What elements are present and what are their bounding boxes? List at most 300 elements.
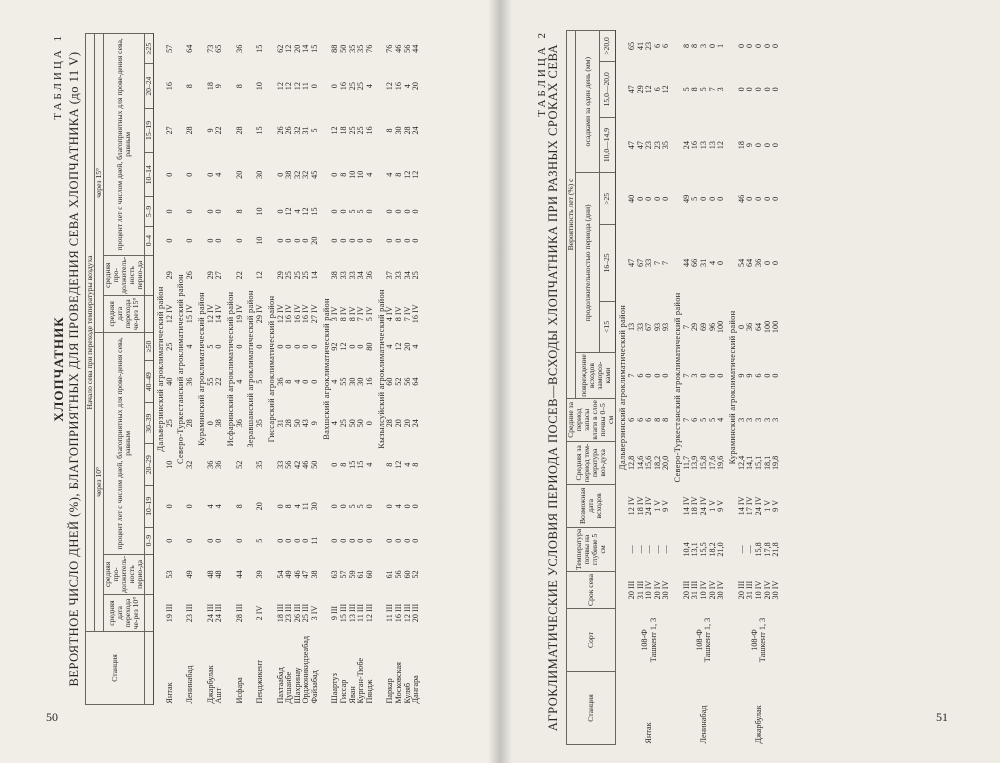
- frost-damage: 0: [699, 373, 709, 378]
- pct-10-cell: 20: [402, 342, 412, 351]
- avg-dur-15: 25: [301, 271, 311, 280]
- region-label: Северо-Туркестанский агроклиматический район: [176, 274, 186, 464]
- pct-15-cell: 0: [393, 209, 403, 214]
- avg-date-15: 15 IV: [185, 304, 195, 324]
- frost-damage: 0: [644, 373, 654, 378]
- th-bin-15: 10–14: [145, 153, 154, 197]
- table-row: [215, 34, 224, 705]
- avg-dur-15: 36: [364, 271, 374, 280]
- table-row: [683, 31, 692, 745]
- th-t10: через 10°: [95, 332, 104, 631]
- th-avg-date-10: средняя дата перехода че-рез 10°: [104, 595, 145, 632]
- precip-prob: 9: [745, 143, 755, 148]
- th2-air-temp: Средняя за период тем-пература воз-духа: [567, 441, 616, 484]
- pct-15-cell: 64: [185, 44, 195, 53]
- precip-prob: 6: [661, 43, 671, 49]
- sow-date: 20 III: [681, 580, 691, 600]
- soil-moisture: 6: [644, 417, 654, 422]
- avg-date-15: 16 IV: [301, 304, 311, 324]
- duration-prob: 40: [627, 194, 636, 203]
- pct-15-cell: 14: [301, 44, 311, 53]
- th2-precip-bin: 10,0—14,9: [599, 117, 615, 173]
- th-bin-10: 30–39: [145, 402, 154, 444]
- pct-10-cell: 28: [284, 419, 294, 428]
- pct-15-cell: 24: [411, 126, 421, 135]
- precip-prob: 8: [681, 43, 691, 49]
- pct-15-cell: 15: [310, 207, 320, 216]
- pct-15-cell: 0: [385, 209, 395, 214]
- pct-10-cell: 4: [214, 504, 224, 509]
- pct-15-cell: 25: [347, 82, 357, 91]
- pct-15-cell: 57: [164, 44, 174, 53]
- precip-prob: 47: [627, 85, 636, 94]
- th-bin-15: 20–24: [145, 64, 154, 108]
- th2-damage: повреждение всходов замороз-ками: [576, 353, 616, 399]
- station-name: Московская: [393, 662, 403, 704]
- duration-prob: 93: [661, 322, 671, 332]
- pct-15-cell: 25: [356, 126, 366, 135]
- avg-dur-15: 34: [402, 271, 412, 280]
- pct-15-cell: 15: [255, 126, 265, 135]
- pct-15-cell: 0: [310, 84, 320, 89]
- air-temp: 15,8: [699, 455, 709, 471]
- emergence-date: 9 V: [716, 499, 726, 512]
- avg-date-15: 12 IV: [275, 304, 285, 324]
- soil-temp: —: [652, 545, 662, 554]
- station-name: Гиссар: [339, 679, 349, 704]
- precip-prob: 8: [690, 43, 700, 49]
- pct-15-cell: 10: [255, 82, 265, 91]
- variety-name: Ташкент 1, 3: [703, 617, 713, 663]
- variety-cell: [628, 609, 671, 672]
- pct-15-cell: 0: [214, 238, 224, 243]
- pct-10-cell: 0: [330, 538, 340, 543]
- precip-prob: 13: [707, 141, 717, 150]
- duration-prob: 69: [699, 322, 709, 332]
- pct-15-cell: 12: [301, 207, 311, 216]
- pct-15-cell: 62: [275, 44, 285, 53]
- pct-10-cell: 80: [364, 342, 374, 351]
- pct-15-cell: 20: [411, 82, 421, 91]
- pct-10-cell: 50: [347, 419, 357, 428]
- soil-temp: —: [635, 545, 645, 554]
- precip-prob: 0: [762, 87, 772, 92]
- avg-date-10: 28 III: [234, 603, 244, 623]
- sow-date: 10 IV: [753, 580, 763, 600]
- duration-prob: 7: [652, 260, 662, 265]
- th-bin-10: ≥50: [145, 332, 154, 361]
- duration-prob: 5: [690, 196, 700, 201]
- pct-15-cell: 65: [214, 44, 224, 53]
- variety-name: Ташкент 1, 3: [648, 617, 658, 663]
- emergence-date: 9 V: [771, 499, 781, 512]
- soil-temp: —: [745, 545, 755, 554]
- avg-date-15: 8 IV: [339, 306, 349, 322]
- region-label: Кураминский агроклиматический район: [196, 292, 206, 446]
- pct-10-cell: 55: [205, 377, 215, 386]
- th2-duration: продолжительностью периода (дни): [576, 173, 599, 353]
- pct-15-cell: 0: [214, 209, 224, 214]
- pct-10-cell: 5: [347, 504, 357, 509]
- air-temp: 18,1: [762, 455, 772, 471]
- avg-dur-10: 61: [385, 570, 395, 579]
- right-page: [500, 0, 1000, 763]
- variety-name: 108-Ф: [749, 629, 759, 651]
- avg-dur-10: 63: [330, 570, 340, 579]
- frost-damage: 0: [652, 373, 662, 378]
- th2-precip-bin: >20,0: [599, 31, 615, 62]
- variety-stack: [751, 610, 768, 671]
- pct-15-cell: 28: [402, 126, 412, 135]
- pct-10-cell: 0: [164, 504, 174, 509]
- pct-10-cell: 4: [330, 421, 340, 426]
- pct-15-cell: 0: [411, 238, 421, 243]
- pct-15-cell: 0: [364, 238, 374, 243]
- pct-10-cell: 0: [402, 504, 412, 509]
- station-name: Исфара: [234, 677, 244, 704]
- pct-10-cell: 40: [164, 377, 174, 386]
- region-label: Дальверзинский агроклиматический район: [618, 304, 628, 471]
- avg-dur-10: 38: [310, 570, 320, 579]
- duration-prob: 7: [661, 260, 671, 265]
- pct-15-cell: 0: [205, 172, 215, 177]
- pct-15-cell: 9: [205, 128, 215, 133]
- pct-10-cell: 0: [385, 504, 395, 509]
- avg-date-10: 23 III: [284, 603, 294, 623]
- pct-10-cell: 0: [330, 504, 340, 509]
- station-name: Джарбулак: [753, 705, 763, 744]
- precip-prob: 7: [707, 87, 717, 92]
- pct-15-cell: 0: [330, 209, 340, 214]
- pct-15-cell: 0: [402, 238, 412, 243]
- soil-temp: 21,8: [771, 542, 781, 557]
- station-name: Душанбе: [284, 671, 294, 704]
- pct-10-cell: 5: [255, 379, 265, 384]
- pct-10-cell: 15: [356, 460, 366, 469]
- variety-name: Ташкент 1, 3: [758, 617, 768, 663]
- pct-15-cell: 35: [356, 44, 366, 53]
- avg-dur-10: 39: [255, 570, 265, 579]
- pct-10-cell: 5: [255, 538, 265, 543]
- avg-date-10: 9 III: [330, 605, 340, 621]
- pct-15-cell: 12: [284, 207, 294, 216]
- duration-prob: 64: [745, 258, 755, 267]
- sow-date: 30 IV: [716, 580, 726, 600]
- pct-10-cell: 0: [385, 538, 395, 543]
- avg-dur-15: 22: [234, 271, 244, 280]
- avg-dur-15: 25: [292, 271, 302, 280]
- pct-15-cell: 0: [284, 238, 294, 243]
- station-name: Шахринау: [292, 667, 302, 704]
- table-2-body: [616, 31, 781, 745]
- duration-prob: 7: [681, 324, 691, 329]
- precip-prob: 0: [771, 43, 781, 49]
- avg-dur-15: 27: [214, 271, 224, 280]
- pct-10-cell: 16: [364, 377, 374, 386]
- th-bin-15: 5–9: [145, 197, 154, 226]
- avg-date-10: 11 III: [356, 603, 366, 623]
- duration-prob: 64: [753, 322, 763, 332]
- soil-temp: 18,2: [707, 542, 717, 557]
- avg-date-15: 12 IV: [205, 304, 215, 324]
- air-temp: 19,8: [771, 455, 781, 471]
- air-temp: 15,1: [753, 455, 763, 471]
- soil-moisture: 5: [699, 417, 709, 422]
- soil-moisture: 4: [716, 417, 726, 422]
- pct-15-cell: 8: [185, 84, 195, 89]
- pct-15-cell: 26: [284, 126, 294, 135]
- th2-variety: Сорт: [567, 609, 616, 672]
- pct-10-cell: 30: [356, 377, 366, 386]
- frost-damage: 6: [635, 373, 645, 378]
- station-name: Пахтаабад: [275, 667, 285, 704]
- station-name: Яван: [347, 686, 357, 704]
- pct-15-cell: 36: [234, 44, 244, 53]
- th2-prob: Вероятность лет (%) с: [567, 31, 576, 399]
- pct-10-cell: 20: [255, 502, 265, 511]
- table-1: [85, 33, 420, 705]
- pct-10-cell: 56: [284, 460, 294, 469]
- station-name: Орджоникидзеабад: [301, 635, 311, 704]
- pct-15-cell: 0: [164, 172, 174, 177]
- emergence-date: 24 IV: [753, 496, 763, 516]
- soil-temp: 17,8: [762, 542, 772, 557]
- pct-10-cell: 12: [339, 342, 349, 351]
- region-row: [224, 34, 236, 705]
- crop-title: ХЛОПЧАТНИК: [51, 316, 66, 422]
- soil-moisture: 3: [753, 417, 763, 422]
- duration-prob: 47: [627, 258, 636, 267]
- duration-prob: 4: [707, 260, 717, 265]
- emergence-date: 14 IV: [681, 496, 691, 516]
- region-row: [616, 31, 628, 745]
- soil-temp: —: [736, 545, 746, 554]
- soil-temp: —: [644, 545, 654, 554]
- duration-prob: 13: [627, 322, 636, 332]
- pct-10-cell: 4: [393, 504, 403, 509]
- soil-moisture: 3: [745, 417, 755, 422]
- pct-15-cell: 15: [255, 44, 265, 53]
- avg-dur-10: 52: [411, 570, 421, 579]
- pct-15-cell: 4: [292, 209, 302, 214]
- duration-prob: 93: [652, 322, 662, 332]
- pct-15-cell: 10: [255, 236, 265, 245]
- avg-date-10: 25 III: [301, 603, 311, 623]
- air-temp: 14,1: [745, 455, 755, 471]
- pct-15-cell: 18: [205, 82, 215, 91]
- pct-10-cell: 20: [393, 419, 403, 428]
- table-2: [566, 30, 780, 745]
- th-main: Начало сева при переходе температуры воздуха: [86, 34, 95, 632]
- pct-15-cell: 9: [214, 84, 224, 89]
- pct-10-cell: 60: [385, 377, 395, 386]
- pct-15-cell: 0: [185, 209, 195, 214]
- emergence-date: 14 IV: [736, 496, 746, 516]
- table-row: [186, 34, 195, 705]
- pct-15-cell: 30: [255, 170, 265, 179]
- th-pct-10: процент лет с числом дней, благоприятных для прове-дения сева, равным: [104, 332, 145, 554]
- pct-10-cell: 0: [292, 344, 302, 349]
- duration-prob: 0: [762, 196, 772, 201]
- pct-15-cell: 16: [393, 82, 403, 91]
- region-label: Зеравшанский агроклиматический район: [246, 290, 256, 448]
- sow-date: 31 III: [745, 580, 755, 600]
- frost-damage: 9: [745, 373, 755, 378]
- table-2-title: АГРОКЛИМАТИЧЕСКИЕ УСЛОВИЯ ПЕРИОДА ПОСЕВ—ВСХОДЫ ХЛОПЧАТНИКА ПРИ РАЗНЫХ СРОКАХ СЕВА: [546, 43, 560, 732]
- precip-prob: 5: [699, 87, 709, 92]
- avg-dur-10: 54: [275, 570, 285, 579]
- duration-prob: 67: [644, 322, 654, 332]
- pct-10-cell: 20: [402, 419, 412, 428]
- pct-10-cell: 0: [339, 538, 349, 543]
- precip-prob: 0: [762, 143, 772, 148]
- avg-dur-10: 47: [301, 570, 311, 579]
- th2-emerge: Возможная дата всходов: [567, 484, 616, 527]
- pct-10-cell: 0: [364, 421, 374, 426]
- precip-prob: 23: [644, 41, 654, 51]
- pct-10-cell: 0: [205, 421, 215, 426]
- pct-10-cell: 25: [339, 419, 349, 428]
- pct-10-cell: 36: [234, 419, 244, 428]
- th-bin-15: ≥25: [145, 34, 154, 65]
- pct-10-cell: 5: [205, 344, 215, 349]
- pct-10-cell: 35: [255, 460, 265, 469]
- pct-15-cell: 0: [185, 238, 195, 243]
- frost-damage: 0: [771, 373, 781, 378]
- variety-stack: [696, 610, 713, 671]
- pct-15-cell: 15: [310, 44, 320, 53]
- avg-dur-10: 53: [164, 570, 174, 579]
- pct-15-cell: 0: [275, 209, 285, 214]
- table-row: [256, 34, 265, 705]
- pct-15-cell: 76: [385, 44, 395, 53]
- th-pct-15: процент лет с числом дней, благоприятных для прове-дения сева, равным: [104, 34, 145, 256]
- region-row: [726, 31, 738, 745]
- pct-10-cell: 4: [402, 462, 412, 467]
- pct-15-cell: 0: [330, 238, 340, 243]
- pct-10-cell: 0: [339, 504, 349, 509]
- avg-date-15: 16 IV: [411, 304, 421, 324]
- soil-temp: 15,5: [699, 542, 709, 557]
- avg-dur-10: 48: [205, 570, 215, 579]
- avg-dur-10: 60: [364, 570, 374, 579]
- pct-15-cell: 0: [356, 238, 366, 243]
- duration-prob: 29: [690, 322, 700, 332]
- soil-moisture: 6: [690, 417, 700, 422]
- soil-temp: —: [627, 545, 636, 554]
- sow-date: 31 III: [635, 580, 645, 600]
- precip-prob: 0: [707, 43, 717, 49]
- pct-15-cell: 35: [347, 44, 357, 53]
- table-1-title: ВЕРОЯТНОЕ ЧИСЛО ДНЕЙ (%), БЛАГОПРИЯТНЫХ ДЛЯ ПРОВЕДЕНИЯ СЕВА ХЛОПЧАТНИКА (до 11 V): [66, 51, 81, 687]
- frost-damage: 3: [690, 373, 700, 378]
- right-page-rotated-content: [536, 30, 964, 745]
- precip-prob: 1: [716, 43, 726, 49]
- avg-dur-15: 33: [339, 271, 349, 280]
- pct-10-cell: 0: [364, 504, 374, 509]
- avg-dur-15: 12: [255, 271, 265, 280]
- pct-10-cell: 28: [385, 419, 395, 428]
- avg-dur-15: 25: [284, 271, 294, 280]
- pct-10-cell: 0: [164, 538, 174, 543]
- duration-prob: 0: [707, 196, 717, 201]
- pct-15-cell: 73: [205, 44, 215, 53]
- emergence-date: 18 IV: [635, 496, 645, 516]
- emergence-date: 12 IV: [627, 496, 636, 516]
- station-name: Джарбулак: [205, 665, 215, 704]
- avg-dur-15: 33: [393, 271, 403, 280]
- avg-date-10: 13 III: [347, 603, 357, 623]
- avg-dur-15: 14: [310, 271, 320, 280]
- avg-dur-10: 57: [339, 570, 349, 579]
- pct-10-cell: 4: [292, 379, 302, 384]
- emergence-date: 24 IV: [644, 496, 654, 516]
- duration-prob: 0: [635, 196, 645, 201]
- precip-prob: 12: [644, 85, 654, 94]
- frost-damage: 7: [627, 373, 636, 378]
- pct-10-cell: 12: [393, 342, 403, 351]
- pct-10-cell: 0: [284, 538, 294, 543]
- pct-15-cell: 0: [402, 209, 412, 214]
- table-1-label: ТАБЛИЦА 1: [52, 33, 64, 120]
- th-bin-10: 20–29: [145, 444, 154, 486]
- pct-10-cell: 0: [301, 344, 311, 349]
- variety-cell: [738, 609, 781, 672]
- pct-15-cell: 0: [292, 238, 302, 243]
- th-bin-10: 40–49: [145, 361, 154, 403]
- air-temp: 14,6: [635, 455, 645, 471]
- pct-15-cell: 5: [310, 128, 320, 133]
- pct-10-cell: 11: [310, 536, 320, 545]
- page-number-right: 51: [936, 710, 948, 724]
- table-2-heading: [536, 30, 560, 745]
- soil-moisture: 8: [652, 417, 662, 422]
- table-1-bin-row: [145, 34, 154, 705]
- th-bin-10: 0–9: [145, 527, 154, 554]
- pct-10-cell: 0: [214, 538, 224, 543]
- pct-10-cell: 0: [411, 538, 421, 543]
- pct-10-cell: 22: [214, 377, 224, 386]
- duration-prob: 100: [771, 320, 781, 334]
- pct-15-cell: 20: [234, 170, 244, 179]
- avg-date-10: 15 III: [339, 603, 349, 623]
- th-bin-15: 0–4: [145, 226, 154, 255]
- precip-prob: 0: [771, 87, 781, 92]
- table-row: [412, 34, 421, 705]
- avg-dur-15: 25: [411, 271, 421, 280]
- pct-10-cell: 12: [393, 460, 403, 469]
- emergence-date: 1 V: [762, 499, 772, 512]
- avg-dur-15: 26: [185, 271, 195, 280]
- duration-prob: 96: [707, 322, 717, 332]
- pct-10-cell: 0: [310, 344, 320, 349]
- region-label: Кураминский агроклиматический район: [727, 310, 737, 465]
- pct-10-cell: 36: [205, 460, 215, 469]
- pct-10-cell: 55: [339, 377, 349, 386]
- pct-10-cell: 4: [411, 344, 421, 349]
- duration-prob: 0: [716, 260, 726, 265]
- precip-prob: 24: [681, 141, 691, 150]
- emergence-date: 18 IV: [690, 496, 700, 516]
- precip-prob: 29: [635, 85, 645, 94]
- precip-prob: 0: [736, 87, 746, 92]
- air-temp: 15,6: [644, 455, 654, 471]
- th2-dur-bin: <15: [599, 301, 615, 353]
- pct-15-cell: 0: [330, 84, 340, 89]
- precip-prob: 0: [736, 43, 746, 49]
- th-avg-dur-15: средняя про-должитель-ность перио-да: [103, 256, 145, 294]
- pct-10-cell: 0: [275, 344, 285, 349]
